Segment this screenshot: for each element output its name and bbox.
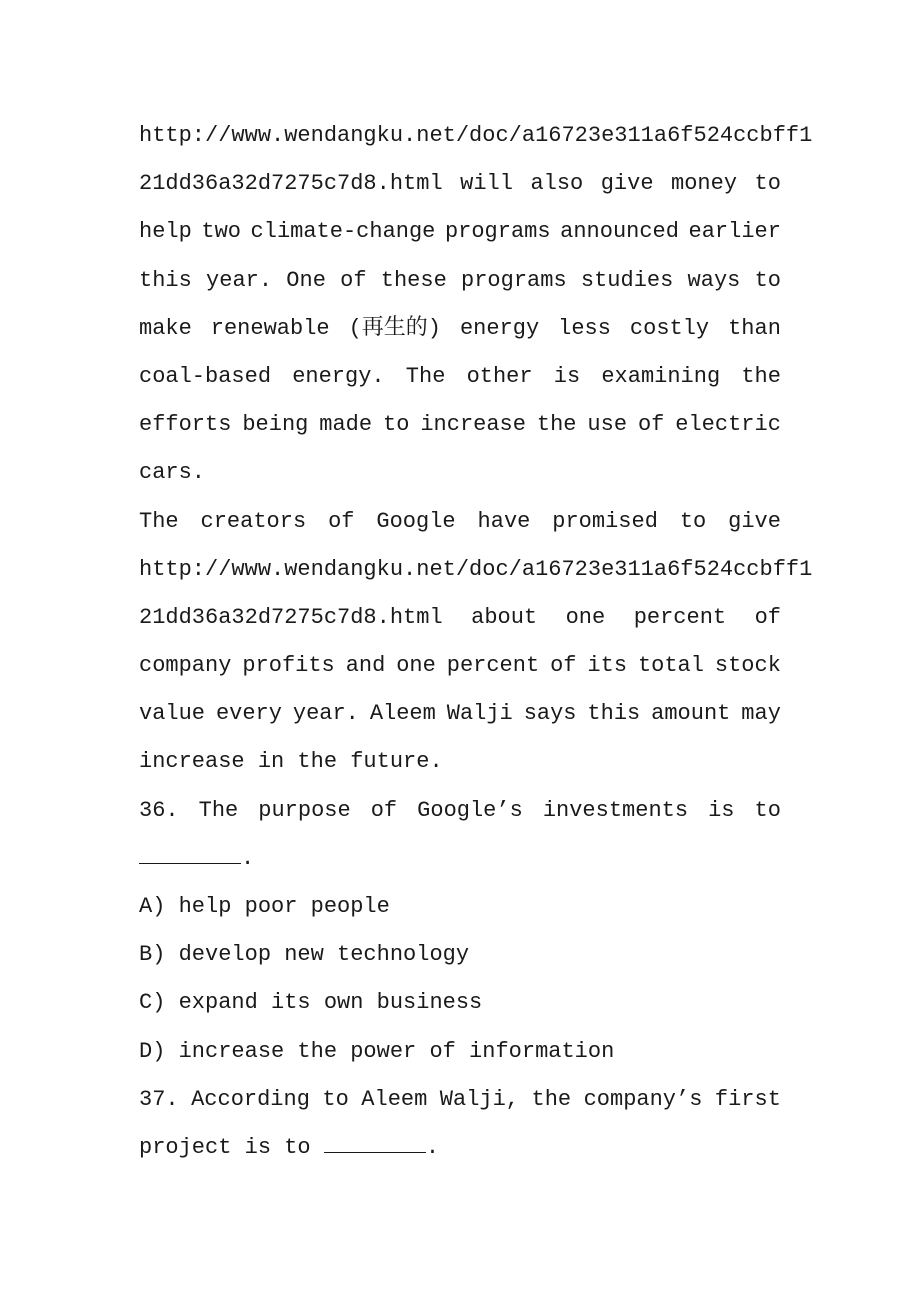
word: money	[671, 171, 738, 197]
option-d: D) increase the power of information	[139, 1038, 615, 1064]
word: investments	[542, 797, 689, 823]
word: value	[139, 701, 206, 727]
word: coal-based	[139, 363, 272, 389]
word: every	[215, 701, 282, 727]
word: costly	[629, 315, 710, 341]
word: profits	[242, 653, 335, 679]
word: 36.	[139, 797, 179, 823]
text-line	[139, 208, 781, 256]
word: the	[536, 412, 577, 438]
word: give	[600, 171, 654, 197]
word: ways	[687, 267, 741, 293]
option-c: C) expand its own business	[139, 990, 483, 1016]
question-stem-continued	[139, 1124, 781, 1172]
word: studies	[580, 267, 674, 293]
word: stock	[714, 653, 781, 679]
word: Aleem	[361, 1086, 428, 1112]
word: first	[714, 1086, 781, 1112]
word: being	[242, 412, 309, 438]
word: climate-change	[250, 219, 436, 245]
word: of	[328, 508, 355, 534]
word: efforts	[139, 412, 232, 438]
word: amount	[651, 701, 731, 727]
option-a: A) help poor people	[139, 894, 390, 919]
word: to	[679, 508, 707, 534]
word: other	[466, 363, 533, 389]
word: to	[383, 412, 410, 438]
text-line	[139, 594, 781, 642]
word: creators	[200, 508, 307, 534]
text-line	[139, 160, 781, 208]
word: The	[198, 797, 239, 823]
word: Walji	[446, 701, 513, 727]
word: energy.	[292, 363, 385, 389]
text-line	[139, 353, 781, 401]
question-stem	[139, 787, 781, 835]
answer-blank	[139, 843, 241, 864]
text-line	[139, 305, 781, 353]
word: percent	[633, 604, 727, 630]
text-line: increase in the future.	[139, 749, 443, 775]
word: Google’s	[417, 797, 523, 823]
word: to	[754, 797, 781, 823]
word: One	[286, 267, 326, 293]
word: and	[345, 653, 386, 679]
word: is	[553, 363, 581, 389]
word: The	[139, 508, 179, 534]
word: Aleem	[369, 701, 436, 727]
word: may	[741, 701, 781, 727]
answer-blank	[324, 1132, 426, 1153]
word: made	[319, 412, 373, 438]
word: of	[550, 653, 577, 679]
question-37	[139, 1076, 781, 1172]
word: about	[471, 604, 538, 630]
answer-blank-line	[139, 835, 781, 883]
blank-suffix: .	[425, 1134, 440, 1160]
text-line: http://www.wendangku.net/doc/a16723e311a6f524ccbff1	[139, 123, 813, 148]
word: total	[637, 653, 704, 679]
word: The	[405, 363, 446, 389]
word: of	[754, 604, 781, 630]
word: increase	[420, 412, 526, 438]
word: earlier	[688, 219, 781, 245]
word: help	[139, 219, 192, 245]
word: have	[477, 508, 531, 534]
word: electric	[675, 412, 781, 438]
word: Walji,	[439, 1086, 520, 1112]
question-stem	[139, 1076, 781, 1124]
word: programs	[461, 267, 567, 293]
word: the	[741, 363, 781, 389]
word: purpose	[258, 797, 351, 823]
word: Google	[376, 508, 456, 534]
word: (再生的)	[348, 315, 441, 341]
word: also	[530, 171, 584, 197]
word: programs	[444, 219, 551, 245]
stem-text: project is to	[139, 1134, 324, 1160]
word: year.	[292, 701, 359, 727]
word: promised	[552, 508, 658, 534]
word: energy	[459, 315, 540, 341]
word: 21dd36a32d7275c7d8.html	[139, 171, 443, 197]
word: to	[322, 1086, 349, 1112]
text-line	[139, 257, 781, 305]
word: of	[637, 412, 665, 438]
word: announced	[560, 219, 679, 245]
word: is	[708, 797, 735, 823]
word: percent	[446, 653, 540, 679]
word: renewable	[210, 315, 330, 341]
text-line: http://www.wendangku.net/doc/a16723e311a6f524ccbff1	[139, 556, 813, 582]
word: one	[396, 653, 436, 679]
word: than	[728, 315, 781, 341]
word: these	[380, 267, 447, 293]
word: 21dd36a32d7275c7d8.html	[139, 604, 443, 630]
text-line: cars.	[139, 460, 206, 486]
word: year.	[206, 267, 273, 293]
word: According	[191, 1086, 310, 1112]
text-line	[139, 498, 781, 546]
document-page	[139, 112, 813, 1172]
word: make	[139, 315, 192, 341]
option-b: B) develop new technology	[139, 942, 470, 968]
word: two	[201, 219, 241, 245]
word: company	[139, 653, 232, 679]
text-line	[139, 401, 781, 449]
word: one	[565, 604, 606, 630]
word: company’s	[583, 1086, 703, 1112]
blank-suffix: .	[241, 845, 255, 871]
question-36	[139, 787, 781, 1076]
word: the	[531, 1086, 572, 1112]
paragraph-google-profits	[139, 498, 813, 787]
word: its	[587, 653, 628, 679]
word: to	[754, 267, 781, 293]
word: says	[523, 701, 577, 727]
word: this	[139, 267, 192, 293]
word: 37.	[139, 1086, 179, 1112]
word: less	[558, 315, 611, 341]
word: to	[754, 171, 781, 197]
paragraph-climate-programs	[139, 112, 813, 498]
word: use	[587, 412, 628, 438]
text-line	[139, 690, 781, 738]
word: of	[340, 267, 367, 293]
word: give	[728, 508, 781, 534]
text-line	[139, 642, 781, 690]
word: examining	[601, 363, 721, 389]
word: this	[587, 701, 641, 727]
word: will	[460, 171, 513, 197]
word: of	[370, 797, 398, 823]
